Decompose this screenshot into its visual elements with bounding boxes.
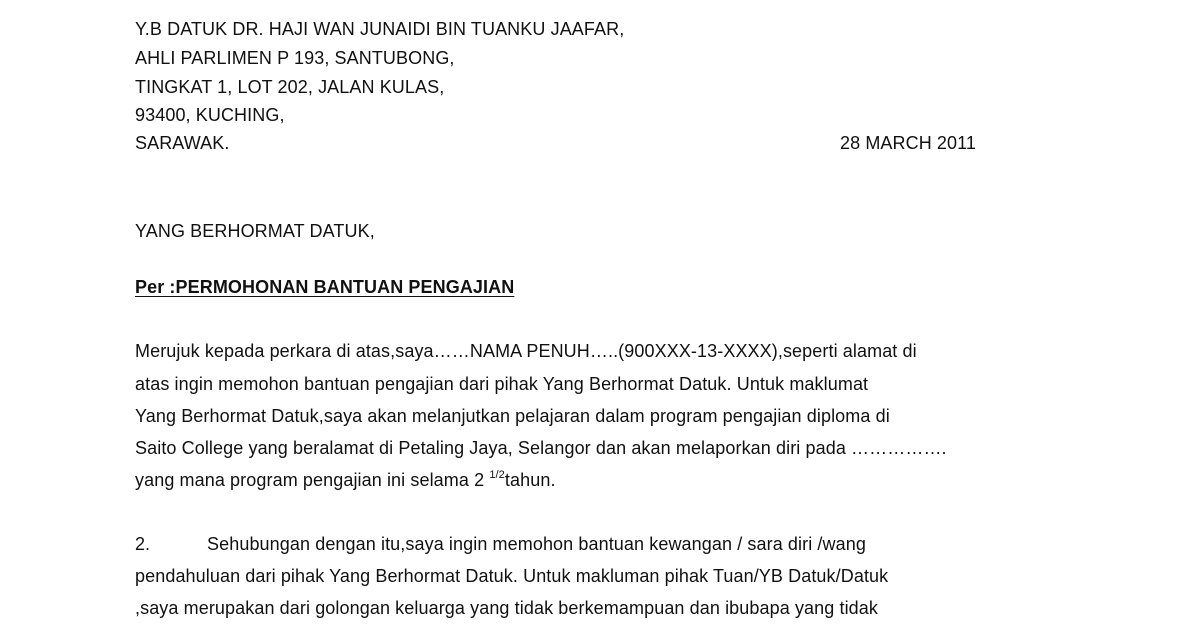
paragraph1-line-5-text: yang mana program pengajian ini selama 2 bbox=[135, 470, 490, 490]
address-line-1: Y.B DATUK DR. HAJI WAN JUNAIDI BIN TUANKU JAAFAR, bbox=[135, 19, 625, 39]
paragraph1-line-1: Merujuk kepada perkara di atas,saya……NAMA PENUH…..(900XXX-13-XXXX),seperti alamat di bbox=[135, 341, 917, 361]
paragraph2-number: 2. bbox=[135, 534, 151, 554]
address-line-2: AHLI PARLIMEN P 193, SANTUBONG, bbox=[135, 48, 455, 68]
subject-line: Per :PERMOHONAN BANTUAN PENGAJIAN bbox=[135, 277, 515, 297]
fraction-superscript: 1/2 bbox=[489, 469, 505, 481]
salutation: YANG BERHORMAT DATUK, bbox=[135, 221, 375, 241]
paragraph1-line-3: Yang Berhormat Datuk,saya akan melanjutkan pelajaran dalam program pengajian diploma di bbox=[135, 406, 890, 426]
address-line-3: TINGKAT 1, LOT 202, JALAN KULAS, bbox=[135, 77, 445, 97]
paragraph2-line-2: pendahuluan dari pihak Yang Berhormat Datuk. Untuk makluman pihak Tuan/YB Datuk/Datuk bbox=[135, 566, 889, 586]
paragraph1-line-5-suffix: tahun. bbox=[504, 470, 556, 490]
paragraph1-line-2: atas ingin memohon bantuan pengajian dari pihak Yang Berhormat Datuk. Untuk maklumat bbox=[135, 374, 869, 394]
paragraph1-line-5 bbox=[135, 469, 556, 491]
paragraph1-line-4: Saito College yang beralamat di Petaling Jaya, Selangor dan akan melaporkan diri pada ……………. bbox=[135, 438, 947, 458]
address-line-4: 93400, KUCHING, bbox=[135, 105, 285, 125]
paragraph2-line-3: ,saya merupakan dari golongan keluarga yang tidak berkemampuan dan ibubapa yang tidak bbox=[135, 598, 878, 618]
letter-date: 28 MARCH 2011 bbox=[840, 133, 977, 153]
paragraph2-line-1: Sehubungan dengan itu,saya ingin memohon bantuan kewangan / sara diri /wang bbox=[207, 534, 866, 554]
address-line-5: SARAWAK. bbox=[135, 133, 230, 153]
